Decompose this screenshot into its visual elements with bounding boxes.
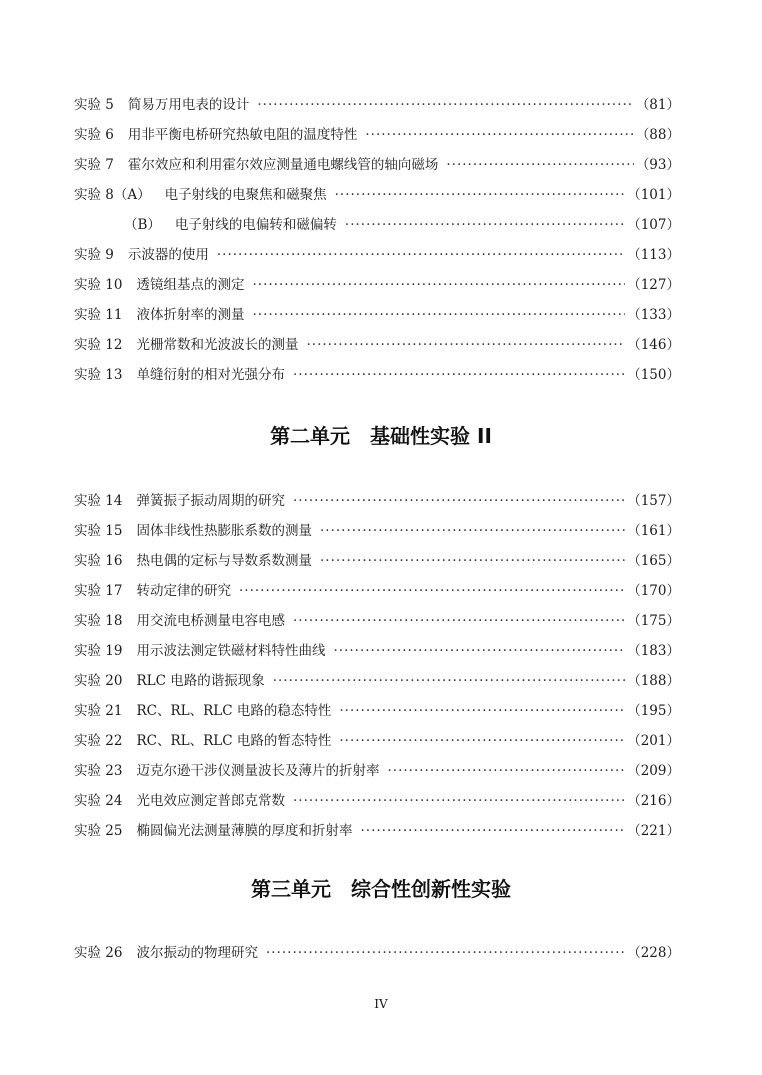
toc-entry-page: （201） bbox=[627, 733, 680, 749]
toc-entry-page: （127） bbox=[627, 277, 680, 293]
toc-entry-label: 实验 21 bbox=[74, 703, 123, 719]
toc-entry-page: （221） bbox=[627, 823, 680, 839]
toc-leader-dots bbox=[446, 150, 633, 180]
toc-entry-label: 实验 19 bbox=[74, 643, 123, 659]
toc-entry-page: （113） bbox=[627, 247, 680, 263]
toc-leader-dots bbox=[333, 636, 625, 666]
toc-entry[interactable] bbox=[74, 816, 680, 846]
toc-group-unit3 bbox=[74, 938, 680, 968]
toc-entry-label: 实验 24 bbox=[74, 793, 123, 809]
toc-entry-page: （146） bbox=[627, 337, 680, 353]
toc-entry-title: RLC 电路的谐振现象 bbox=[136, 673, 265, 689]
toc-entry-page: （88） bbox=[635, 127, 680, 143]
toc-entry[interactable] bbox=[74, 696, 680, 726]
toc-entry[interactable] bbox=[74, 486, 680, 516]
toc-entry-label: 实验 16 bbox=[74, 553, 123, 569]
toc-leader-dots bbox=[339, 696, 625, 726]
toc-entry-label: 实验 15 bbox=[74, 523, 123, 539]
toc-leader-dots bbox=[293, 486, 625, 516]
toc-leader-dots bbox=[320, 516, 625, 546]
toc-entry-page: （183） bbox=[627, 643, 680, 659]
toc-entry-page: （216） bbox=[627, 793, 680, 809]
toc-leader-dots bbox=[293, 786, 625, 816]
toc-entry-title: 透镜组基点的测定 bbox=[136, 277, 245, 293]
toc-entry[interactable] bbox=[74, 666, 680, 696]
toc-entry-title: 波尔振动的物理研究 bbox=[136, 945, 258, 961]
toc-entry[interactable] bbox=[74, 180, 680, 210]
toc-entry-title: 霍尔效应和利用霍尔效应测量通电螺线管的轴向磁场 bbox=[127, 157, 439, 173]
section-title-unit3: 第三单元 综合性创新性实验 bbox=[251, 877, 511, 901]
toc-entry-title: 热电偶的定标与导数系数测量 bbox=[136, 553, 312, 569]
toc-entry-title: 简易万用电表的设计 bbox=[127, 97, 250, 113]
toc-entry-page: （209） bbox=[627, 763, 680, 779]
toc-entry-title: 转动定律的研究 bbox=[136, 583, 231, 599]
toc-entry[interactable] bbox=[74, 330, 680, 360]
toc-entry-title: 光电效应测定普郎克常数 bbox=[136, 793, 285, 809]
toc-entry-page: （170） bbox=[627, 583, 680, 599]
toc-entry-page: （107） bbox=[627, 217, 680, 233]
toc-entry[interactable] bbox=[74, 270, 680, 300]
toc-leader-dots bbox=[252, 270, 625, 300]
toc-leader-dots bbox=[252, 300, 625, 330]
toc-entry-title: 固体非线性热膨胀系数的测量 bbox=[136, 523, 312, 539]
toc-entry-label: 实验 10 bbox=[74, 277, 123, 293]
toc-entry-title: 电子射线的电聚焦和磁聚焦 bbox=[164, 187, 327, 203]
toc-entry-label: 实验 13 bbox=[74, 367, 123, 383]
toc-entry-page: （81） bbox=[635, 97, 680, 113]
toc-entry-label: 实验 22 bbox=[74, 733, 123, 749]
toc-entry-title: 电子射线的电偏转和磁偏转 bbox=[174, 217, 337, 233]
toc-entry-label: 实验 8（A） bbox=[74, 187, 151, 203]
toc-group-unit2 bbox=[74, 486, 680, 846]
toc-entry-page: （188） bbox=[627, 673, 680, 689]
toc-leader-dots bbox=[320, 546, 625, 576]
toc-entry-title: 光栅常数和光波波长的测量 bbox=[136, 337, 299, 353]
toc-entry-page: （150） bbox=[627, 367, 680, 383]
toc-entry-label: 实验 7 bbox=[74, 157, 114, 173]
toc-entry-label: 实验 25 bbox=[74, 823, 123, 839]
toc-entry-page: （157） bbox=[627, 493, 680, 509]
toc-group-unit1 bbox=[74, 90, 680, 390]
toc-entry-page: （195） bbox=[627, 703, 680, 719]
toc-entry-title: 用示波法测定铁磁材料特性曲线 bbox=[136, 643, 326, 659]
toc-entry-title: 迈克尔逊干涉仪测量波长及薄片的折射率 bbox=[136, 763, 380, 779]
toc-entry-title: 椭圆偏光法测量薄膜的厚度和折射率 bbox=[136, 823, 353, 839]
toc-leader-dots bbox=[306, 330, 625, 360]
toc-entry-title: 用非平衡电桥研究热敏电阻的温度特性 bbox=[127, 127, 358, 143]
toc-leader-dots bbox=[239, 576, 625, 606]
toc-leader-dots bbox=[360, 816, 625, 846]
toc-entry[interactable] bbox=[74, 606, 680, 636]
toc-leader-dots bbox=[387, 756, 625, 786]
toc-entry[interactable] bbox=[74, 786, 680, 816]
toc-entry[interactable] bbox=[74, 546, 680, 576]
toc-entry[interactable] bbox=[74, 300, 680, 330]
toc-entry[interactable] bbox=[74, 938, 680, 968]
toc-entry[interactable] bbox=[74, 726, 680, 756]
toc-entry[interactable] bbox=[74, 516, 680, 546]
toc-entry-page: （228） bbox=[627, 945, 680, 961]
toc-leader-dots bbox=[257, 90, 633, 120]
toc-entry[interactable] bbox=[74, 210, 680, 240]
toc-entry-label: 实验 6 bbox=[74, 127, 114, 143]
toc-entry[interactable] bbox=[74, 576, 680, 606]
toc-entry-title: 弹簧振子振动周期的研究 bbox=[136, 493, 285, 509]
toc-entry[interactable] bbox=[74, 150, 680, 180]
toc-leader-dots bbox=[293, 606, 625, 636]
toc-leader-dots bbox=[217, 240, 625, 270]
toc-entry-page: （175） bbox=[627, 613, 680, 629]
toc-entry-label: 实验 5 bbox=[74, 97, 114, 113]
page-number: IV bbox=[374, 997, 388, 1011]
toc-entry-label: 实验 12 bbox=[74, 337, 123, 353]
toc-entry-page: （161） bbox=[627, 523, 680, 539]
toc-leader-dots bbox=[345, 210, 625, 240]
toc-entry-label: 实验 9 bbox=[74, 247, 114, 263]
toc-entry-label: （B） bbox=[124, 217, 161, 233]
toc-entry-title: 单缝衍射的相对光强分布 bbox=[136, 367, 285, 383]
toc-leader-dots bbox=[339, 726, 625, 756]
section-title-unit2: 第二单元 基础性实验 II bbox=[270, 424, 492, 448]
toc-entry-title: 液体折射率的测量 bbox=[136, 307, 245, 323]
toc-entry-label: 实验 11 bbox=[74, 307, 123, 323]
toc-entry[interactable] bbox=[74, 90, 680, 120]
toc-entry-label: 实验 14 bbox=[74, 493, 123, 509]
toc-leader-dots bbox=[335, 180, 626, 210]
toc-entry-title: RC、RL、RLC 电路的稳态特性 bbox=[136, 703, 332, 719]
toc-entry[interactable] bbox=[74, 636, 680, 666]
toc-entry-label: 实验 26 bbox=[74, 945, 123, 961]
toc-entry[interactable] bbox=[74, 360, 680, 390]
toc-entry-page: （165） bbox=[627, 553, 680, 569]
toc-entry-label: 实验 18 bbox=[74, 613, 123, 629]
toc-leader-dots bbox=[293, 360, 625, 390]
toc-entry-page: （93） bbox=[635, 157, 680, 173]
toc-leader-dots bbox=[365, 120, 633, 150]
toc-leader-dots bbox=[266, 938, 625, 968]
toc-entry[interactable] bbox=[74, 120, 680, 150]
toc-entry-title: 示波器的使用 bbox=[127, 247, 209, 263]
toc-entry-title: 用交流电桥测量电容电感 bbox=[136, 613, 285, 629]
toc-entry[interactable] bbox=[74, 240, 680, 270]
toc-entry[interactable] bbox=[74, 756, 680, 786]
toc-leader-dots bbox=[273, 666, 625, 696]
toc-entry-page: （101） bbox=[627, 187, 680, 203]
toc-entry-page: （133） bbox=[627, 307, 680, 323]
toc-entry-label: 实验 20 bbox=[74, 673, 123, 689]
toc-entry-label: 实验 17 bbox=[74, 583, 123, 599]
toc-entry-title: RC、RL、RLC 电路的暂态特性 bbox=[136, 733, 332, 749]
toc-entry-label: 实验 23 bbox=[74, 763, 123, 779]
